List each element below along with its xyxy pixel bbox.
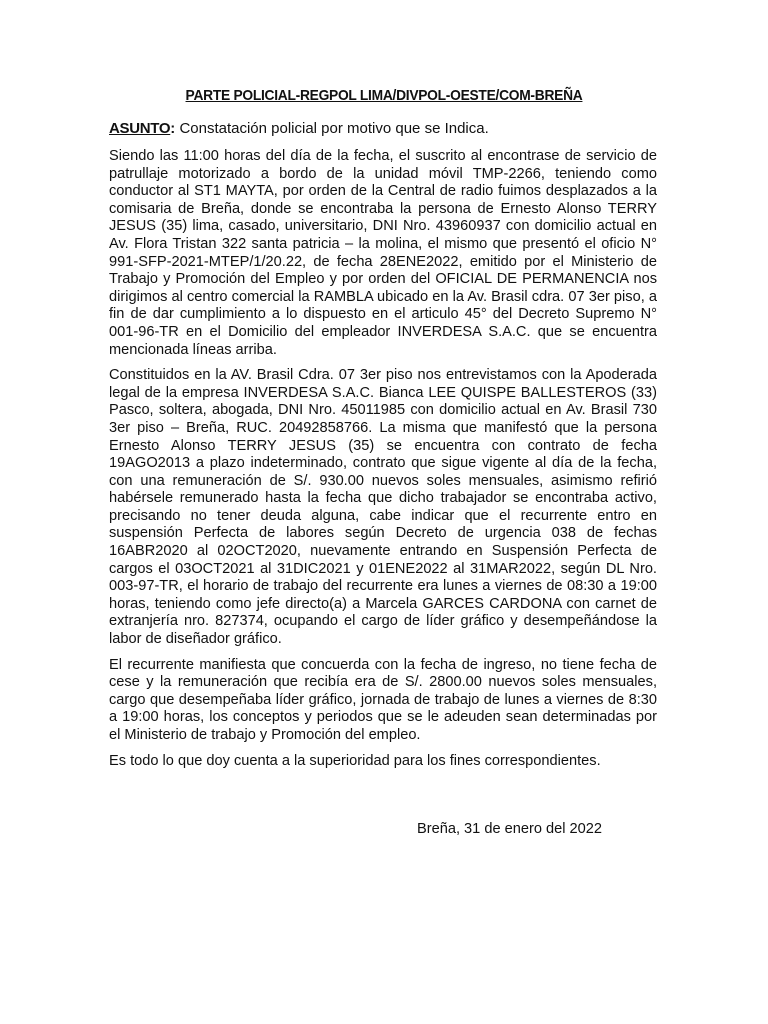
subject-text: Constatación policial por motivo que se Indica.	[179, 120, 489, 137]
paragraph-intervention: Siendo las 11:00 horas del día de la fecha, el suscrito al encontrase de servicio de patrullaje motorizado a bordo de la unidad móvil TMP-2266, teniendo como conductor al ST1 MAYTA, por orden de la Central de radio fuimos desplazados a la comisaria de Breña, donde se encontraba la persona de Ernesto Alonso TERRY JESUS (35) lima, casado, universitario, DNI Nro. 43960937 con domicilio actual en Av. Flora Tristan 322 santa patricia – la molina, el mismo que presentó el oficio N° 991-SFP-2021-MTEP/1/20.22, de fecha 28ENE2022, emitido por el Ministerio de Trabajo y Promoción del Empleo y por orden del OFICIAL DE PERMANENCIA nos dirigimos al centro comercial la RAMBLA ubicado en la Av. Brasil cdra. 07 3er piso, a fin de dar cumplimiento a lo dispuesto en el articulo 45° del Decreto Supremo N° 001-96-TR en el Domicilio del empleador INVERDESA S.A.C. que se encuentra mencionada líneas arriba.	[109, 148, 657, 358]
subject-label: ASUNTO	[109, 120, 171, 137]
subject-colon: :	[170, 120, 176, 137]
paragraph-interview: Constituidos en la AV. Brasil Cdra. 07 3er piso nos entrevistamos con la Apoderada legal de la empresa INVERDESA S.A.C. Bianca LEE QUISPE BALLESTEROS (33) Pasco, soltera, abogada, DNI Nro. 45011985 con domicilio actual en Av. Brasil 730 3er piso – Breña, RUC. 20492858766. La misma que manifestó que la persona Ernesto Alonso TERRY JESUS (35) se encuentra con contrato de fecha 19AGO2013 a plazo indeterminado, contrato que sigue vigente al día de la fecha, con una remuneración de S/. 930.00 nuevos soles mensuales, asimismo refirió habérsele remunerado hasta la fecha que dicho trabajador se encontraba activo, precisando no tener deuda alguna, cabe indicar que el recurrente entro en suspensión Perfecta de labores según Decreto de urgencia 038 de fechas 16ABR2020 al 02OCT2020, nuevamente entrando en Suspensión Perfecta de cargos el 03OCT2021 al 31DIC2021 y 01ENE2022 al 31MAR2022, según DL Nro. 003-97-TR, el horario de trabajo del recurrente era lunes a viernes de 08:30 a 19:00 horas, teniendo como jefe directo(a) a Marcela GARCES CARDONA con carnet de extranjería nro. 827374, ocupando el cargo de líder gráfico y desempeñándose la labor de diseñador gráfico.	[109, 367, 657, 648]
document-body	[109, 148, 657, 778]
place-date: Breña, 31 de enero del 2022	[417, 821, 603, 837]
paragraph-closing: Es todo lo que doy cuenta a la superioridad para los fines correspondientes.	[109, 752, 601, 769]
document-title: PARTE POLICIAL-REGPOL LIMA/DIVPOL-OESTE/COM-BREÑA	[185, 87, 583, 104]
paragraph-claimant-statement: El recurrente manifiesta que concuerda con la fecha de ingreso, no tiene fecha de cese y la remuneración que recibía era de S/. 2800.00 nuevos soles mensuales, cargo que desempeñaba líder gráfico, jornada de trabajo de lunes a viernes de 8:30 a 19:00 horas, los conceptos y periodos que se le adeuden sean determinadas por el Ministerio de trabajo y Promoción del empleo.	[109, 656, 657, 743]
subject-line	[109, 119, 659, 138]
